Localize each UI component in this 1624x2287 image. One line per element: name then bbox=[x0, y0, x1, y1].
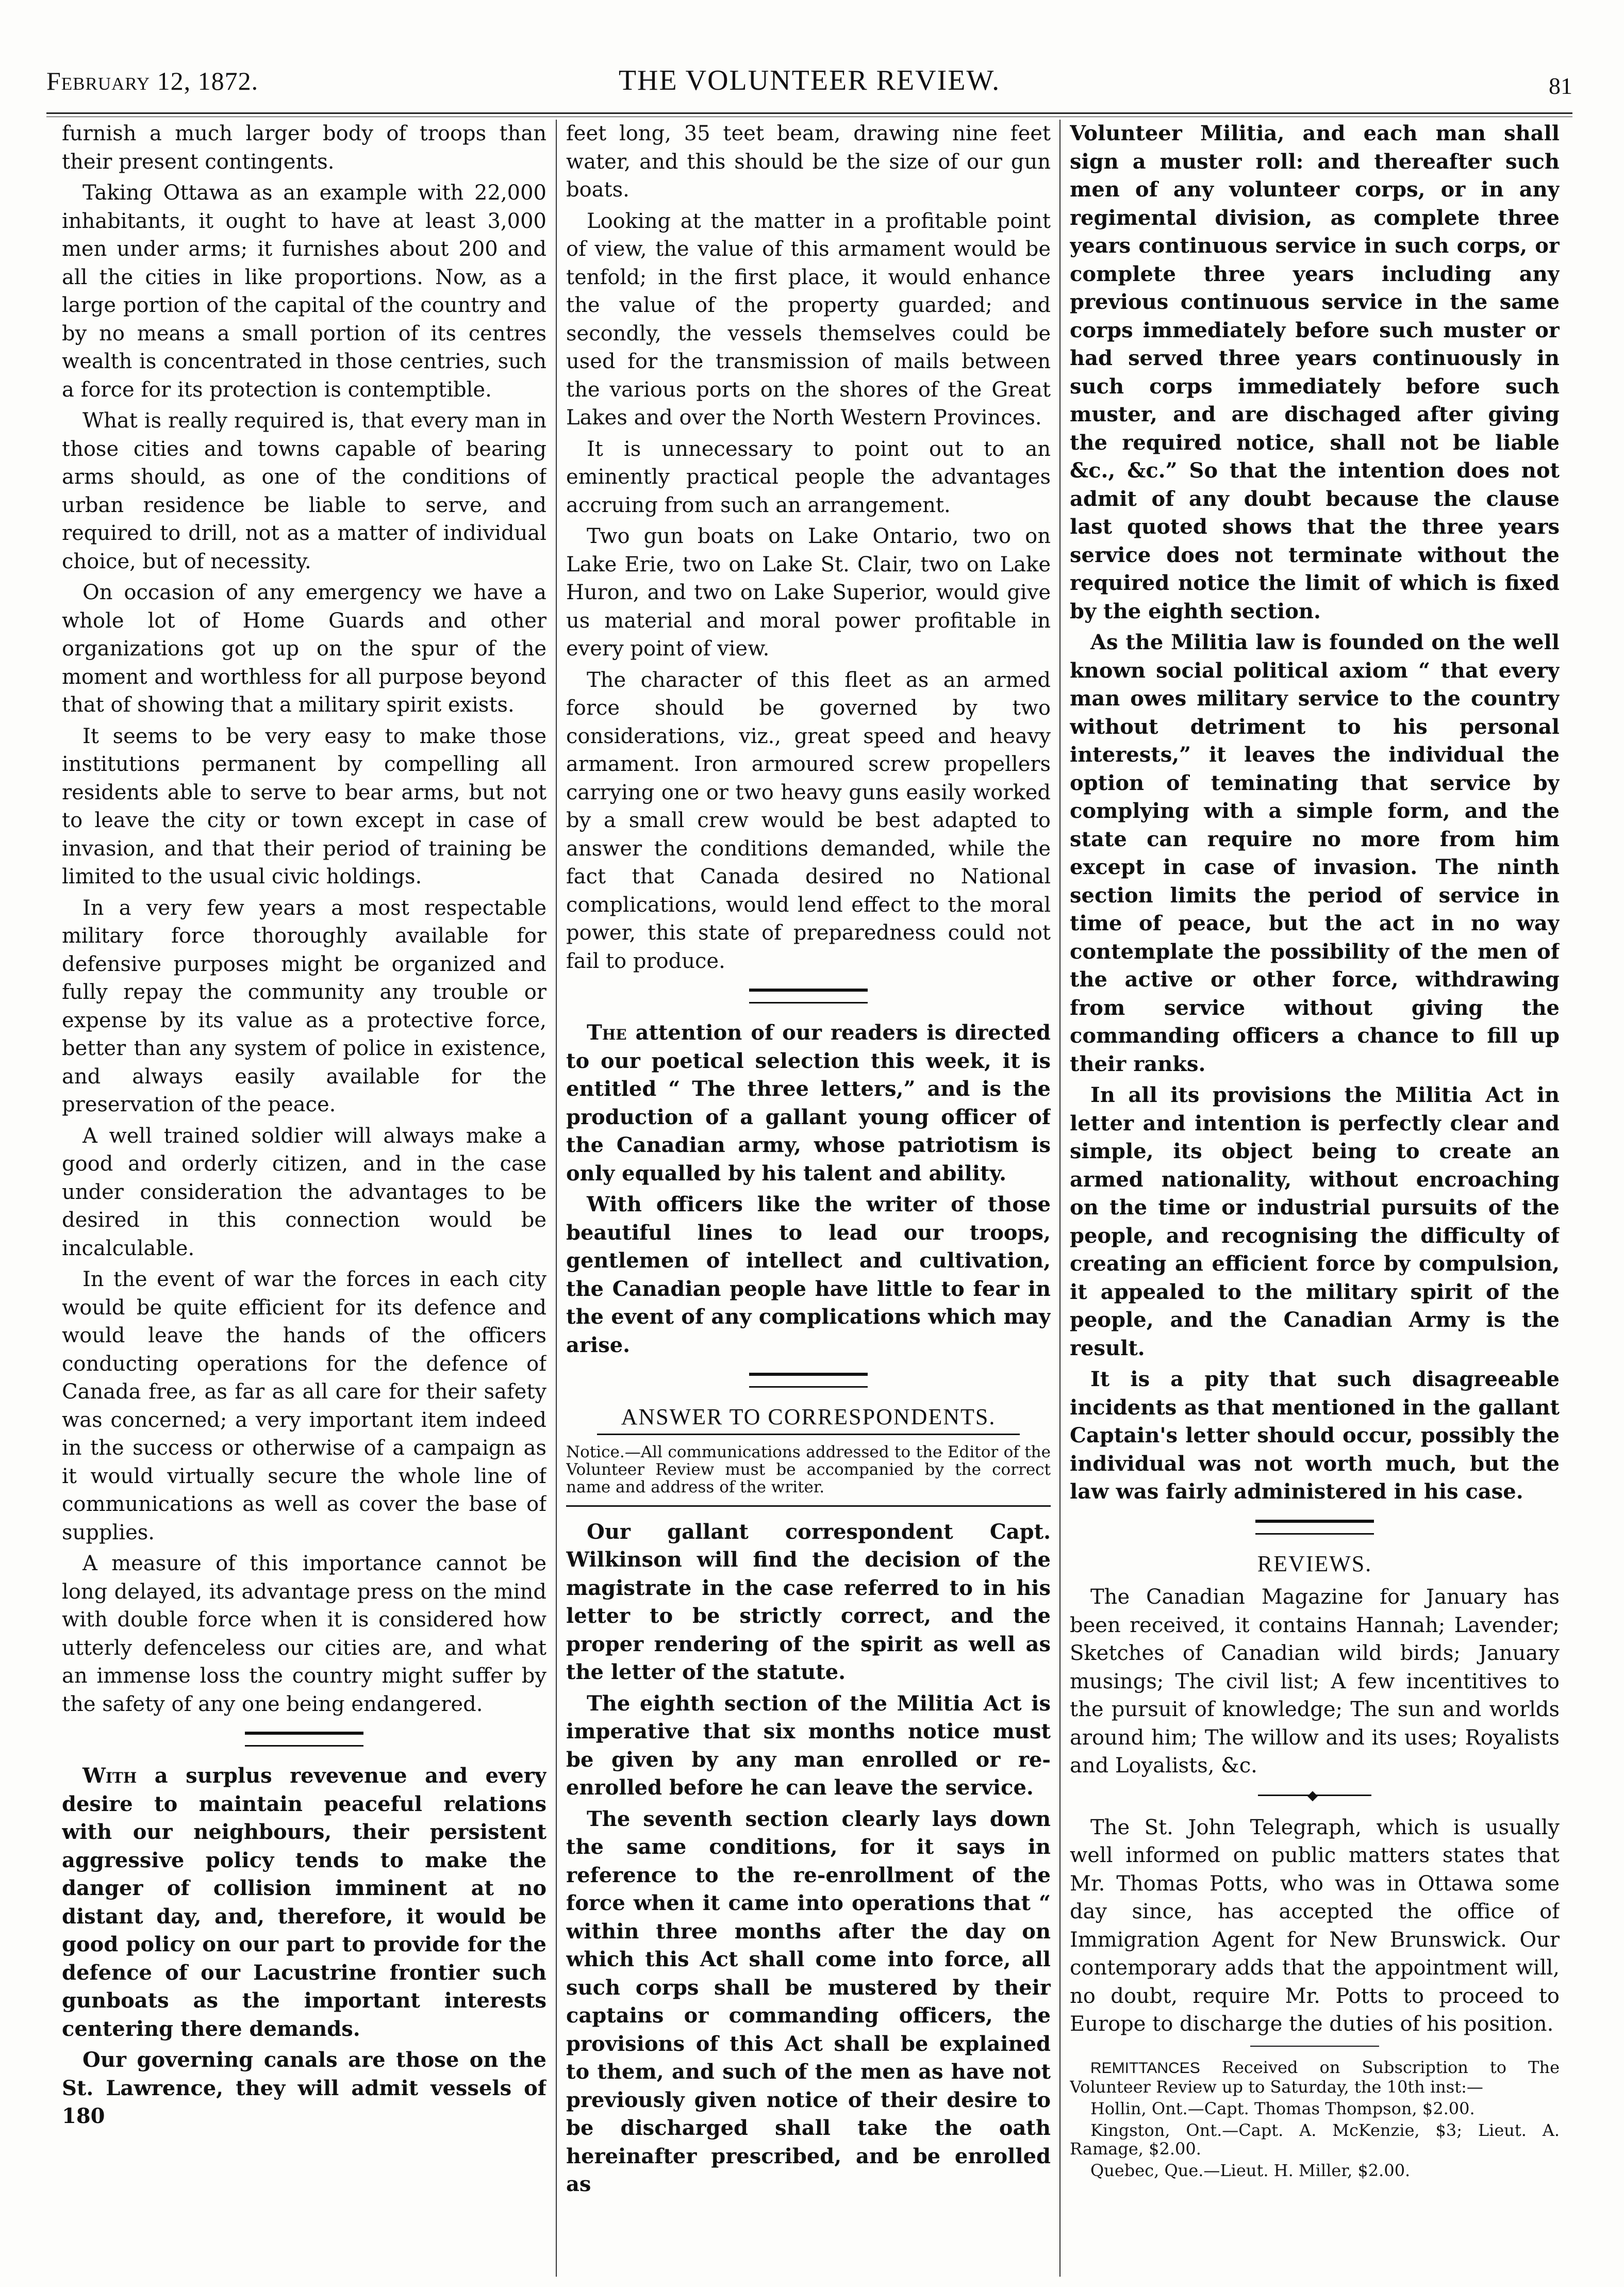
paragraph: A measure of this importance cannot be long delayed, its advantage press on the mind with double force when it is considered how utterly defenceless our cities are, and what an immense loss the country might suffer by the safety of any one being endangered. bbox=[62, 1552, 546, 1716]
paragraph-lead: The bbox=[587, 1021, 627, 1045]
remittances-lead: REMITTANCES bbox=[1090, 2059, 1200, 2077]
remittance-entry: Quebec, Que.—Lieut. H. Miller, $2.00. bbox=[1090, 2160, 1411, 2180]
paragraph: furnish a much larger body of troops than their present contingents. bbox=[62, 122, 546, 174]
section-separator bbox=[749, 1373, 868, 1388]
paragraph: The seventh section clearly lays down the same conditions, for it says in reference to the re-enrollment of the force when it came into operations that “ within three months after the day on which this Act shall come into force, all such corps shall be mustered by their captains or commanding officers, the provisions of this Act shall be explained to them, and such of the men as have not previously given notice of their desire to be discharged shall take the oath hereinafter prescribed, and be enrolled as bbox=[566, 1806, 1051, 2196]
ornamental-divider bbox=[1258, 1787, 1371, 1803]
section-heading-answers: ANSWER TO CORRESPONDENTS. bbox=[597, 1403, 1020, 1435]
remittances-body: Received on Subscription to The Volunteer Review up to Saturday, the 10th inst:— bbox=[1070, 2057, 1560, 2097]
paragraph: The eighth section of the Militia Act is imperative that six months notice must be given by any man enrolled or re-enrolled before he can leave the service. bbox=[566, 1691, 1051, 1800]
paragraph: What is really required is, that every man in those cities and towns capable of bearing arms should, as one of the conditions of urban residence be liable to serve, and required to drill, not as a matter of individual choice, but of necessity. bbox=[62, 409, 546, 573]
diamond-ornament-icon: ◆ bbox=[1307, 1787, 1318, 1803]
column-1 bbox=[62, 120, 546, 2275]
column-2 bbox=[566, 120, 1051, 2275]
paragraph: It is a pity that such disagreeable incidents as that mentioned in the gallant Captain's letter should occur, possibly the individual was not worth much, but the law was fairly administered in his case. bbox=[1070, 1367, 1560, 1504]
rule-divider bbox=[1250, 2046, 1379, 2047]
paragraph-lead: With bbox=[82, 1764, 137, 1788]
paragraph: On occasion of any emergency we have a whole lot of Home Guards and other organizations got up on the spur of the moment and worthless for all purpose beyond that of showing that a military spirit exists. bbox=[62, 581, 546, 717]
paragraph-body: attention of our readers is directed to our poetical selection this week, it is entitled “ The three letters,” and is the production of a gallant young officer of the Canadian army, whose patriotism is only equalled by his talent and ability. bbox=[566, 1021, 1051, 1186]
paragraph bbox=[62, 1762, 546, 2043]
paragraph: As the Militia law is founded on the well known social political axiom “ that every man owes military service to the country without detriment to his personal interests,” it leaves the individual the option of teminating that service by complying with a simple form, and the state can require no more from him except in case of invasion. The ninth section limits the period of service in time of peace, but the act in no way contemplate the possibility of the men of the active or other force, withdrawing from service without giving the commanding officers a chance to fill up their ranks. bbox=[1070, 630, 1560, 1076]
section-heading-reviews: REVIEWS. bbox=[1257, 1551, 1372, 1576]
remittance-entry: Hollin, Ont.—Capt. Thomas Thompson, $2.00. bbox=[1090, 2098, 1475, 2118]
column-divider bbox=[556, 120, 557, 2277]
section-separator bbox=[1255, 1520, 1374, 1535]
paragraph bbox=[566, 1019, 1051, 1188]
paragraph-body: a surplus revevenue and every desire to maintain peaceful relations with our neighbours, their persistent aggressive policy tends to make the danger of collision imminent at no distant day, and, therefore, it would be good policy on our part to provide for the defence of our Lacustrine frontier such gunboats as the important interests centering there demands. bbox=[62, 1764, 546, 2041]
paragraph: Looking at the matter in a profitable point of view, the value of this armament would be tenfold; in the first place, it would enhance the value of the property guarded; and secondly, the vessels themselves could be used for the transmission of mails between the various ports on the shores of the Great Lakes and over the North Western Provinces. bbox=[566, 209, 1051, 430]
section-separator bbox=[245, 1732, 363, 1747]
paragraph: It seems to be very easy to make those institutions permanent by compelling all residents able to serve to bear arms, but not to leave the city or town except in case of invasion, and that their period of training be limited to the usual civic holdings. bbox=[62, 724, 546, 889]
paragraph: In all its provisions the Militia Act in letter and intention is perfectly clear and simple, its object being to create an armed nationality, without encroaching on the time or industrial pursuits of the people, and recognising the difficulty of creating an efficient force by compulsion, it appealed to the military spirit of the people, and the Canadian Army is the result. bbox=[1070, 1083, 1560, 1360]
issue-date: February 12, 1872. bbox=[46, 67, 259, 95]
paragraph: Two gun boats on Lake Ontario, two on Lake Erie, two on Lake St. Clair, two on Lake Huron, and two on Lake Superior, would give us material and moral power profitable in every point of view. bbox=[566, 524, 1051, 661]
paragraph: A well trained soldier will always make a good and orderly citizen, and in the case under consideration the advantages to be desired in this connection would be incalculable. bbox=[62, 1124, 546, 1260]
paragraph: The Canadian Magazine for January has been received, it contains Hannah; Lavender; Sketches of Canadian wild birds; January musings; The civil list; A few incentitives to the pursuit of knowledge; The sun and worlds around him; The willow and its uses; Royalists and Loyalists, &c. bbox=[1070, 1585, 1560, 1778]
remittance-entry: Kingston, Ont.—Capt. A. McKenzie, $3; Lieut. A. Ramage, $2.00. bbox=[1070, 2120, 1560, 2159]
paragraph: In the event of war the forces in each city would be quite efficient for its defence and would leave the hands of the officers conducting operations for the defence of Canada free, as far as all care for their safety was concerned; a very important item indeed in the success or otherwise of a campaign as it would virtually secure the whole line of communications as well as cover the base of supplies. bbox=[62, 1268, 546, 1544]
page-header bbox=[46, 57, 1572, 113]
paragraph: Volunteer Militia, and each man shall sign a muster roll: and thereafter such men of any volunteer corps, or in any regimental division, as complete three years continuous service in such corps, or complete three years including any previous continuous service in the same corps immediately before such muster or had served three years continuously in such corps immediately before such muster, and are dischaged after giving the required notice, shall not be liable &c., &c.” So that the intention does not admit of any doubt because the clause last quoted shows that the three years service does not terminate without the required notice the limit of which is fixed by the eighth section. bbox=[1070, 121, 1560, 623]
paragraph: Our governing canals are those on the St. Lawrence, they will admit vessels of 180 bbox=[62, 2048, 546, 2128]
paragraph: In a very few years a most respectable military force thoroughly available for defensive purposes might be organized and fully repay the community any trouble or expense by its value as a protective force, better than any system of police in existence, and always easily available for the preservation of the peace. bbox=[62, 896, 546, 1116]
masthead-title: THE VOLUNTEER REVIEW. bbox=[618, 64, 1001, 96]
column-3 bbox=[1070, 120, 1560, 2275]
paragraph: The St. John Telegraph, which is usually well informed on public matters states that Mr. Thomas Potts, who was in Ottawa some day since, has accepted the office of Immigration Agent for New Brunswick. Our contemporary adds that the appointment will, no doubt, require Mr. Potts to proceed to Europe to discharge the duties of his position. bbox=[1070, 1815, 1560, 2036]
paragraph: feet long, 35 teet beam, drawing nine feet water, and this should be the size of our gun boats. bbox=[566, 122, 1051, 202]
paragraph: Our gallant correspondent Capt. Wilkinson will find the decision of the magistrate in the case referred to in his letter to be strictly correct, and the proper rendering of the spirit as well as the letter of the statute. bbox=[566, 1519, 1051, 1684]
column-divider bbox=[1059, 120, 1060, 2277]
paragraph: Taking Ottawa as an example with 22,000 inhabitants, it ought to have at least 3,000 men under arms; it furnishes about 200 and all the cities in like proportions. Now, as a large portion of the capital of the country and by no means a small portion of its centres wealth is concentrated in those centries, such a force for its protection is contemptible. bbox=[62, 181, 546, 402]
section-separator bbox=[749, 989, 868, 1003]
paragraph: The character of this fleet as an armed force should be governed by two considerations, viz., great speed and heavy armament. Iron armoured screw propellers carrying one or two heavy guns easily worked by a small crew would be best adapted to answer the conditions demanded, while the fact that Canada desired no National complications, would lend effect to the moral power, this state of preparedness could not fail to produce. bbox=[566, 668, 1051, 973]
paragraph: With officers like the writer of those beautiful lines to lead our troops, gentlemen of intellect and cultivation, the Canadian people have little to fear in the event of any complications which may arise. bbox=[566, 1192, 1051, 1357]
editor-notice: Notice.—All communications addressed to the Editor of the Volunteer Review must be accompanied by the correct name and address of the writer. bbox=[566, 1443, 1051, 1507]
paragraph: It is unnecessary to point out to an eminently practical people the advantages accruing from such an arrangement. bbox=[566, 437, 1051, 517]
header-rule bbox=[46, 112, 1572, 114]
remittances-notice bbox=[1070, 2058, 1560, 2096]
page-number: 81 bbox=[1549, 73, 1572, 99]
